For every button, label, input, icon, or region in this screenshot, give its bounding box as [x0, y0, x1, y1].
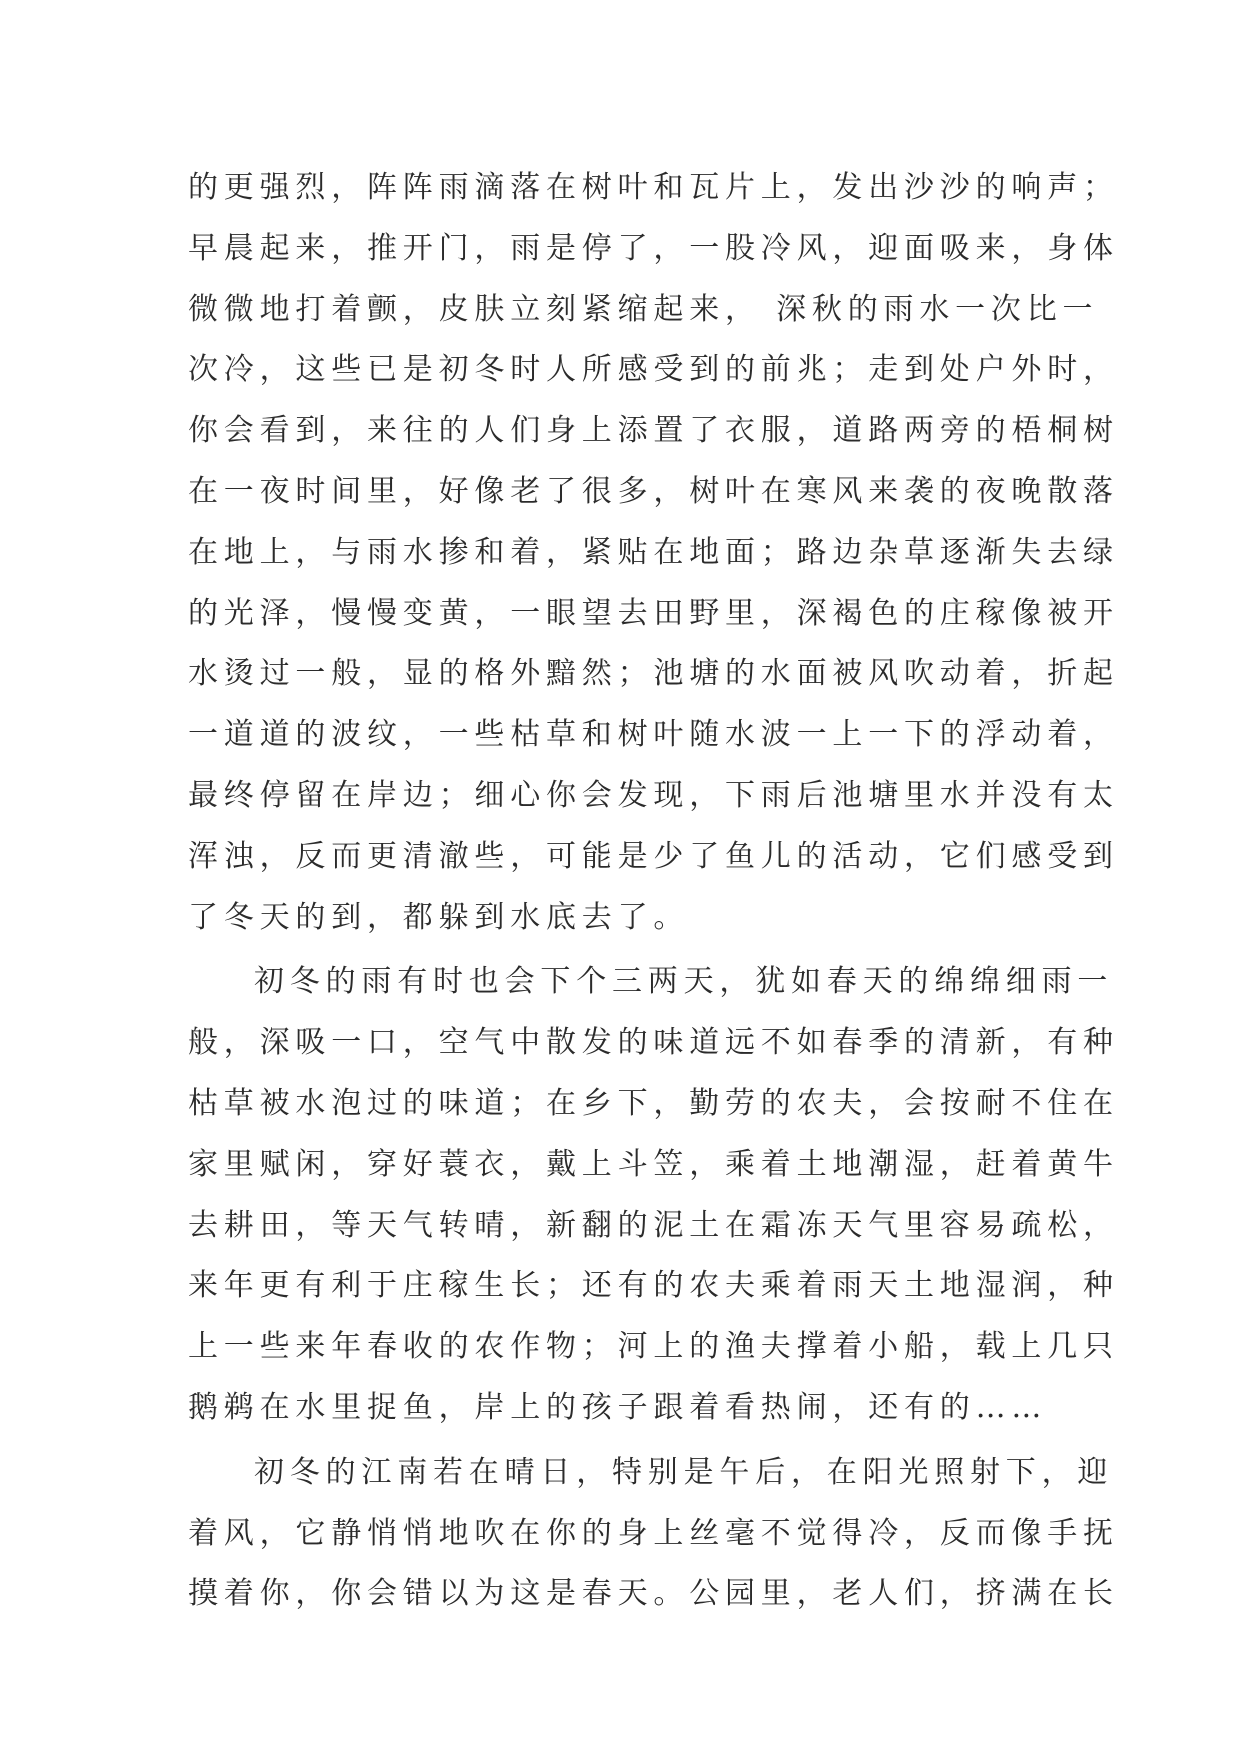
- paragraph-1: [188, 158, 1119, 948]
- text-line: 浑浊，反而更清澈些，可能是少了鱼儿的活动，它们感受到: [188, 838, 1119, 874]
- text-line: 着风，它静悄悄地吹在你的身上丝毫不觉得冷，反而像手抚: [188, 1515, 1119, 1551]
- text-line: 的光泽，慢慢变黄，一眼望去田野里，深褐色的庄稼像被开: [188, 595, 1119, 631]
- text-line: 早晨起来，推开门，雨是停了，一股冷风，迎面吸来，身体: [188, 230, 1119, 266]
- text-line: 次冷，这些已是初冬时人所感受到的前兆；走到处户外时，: [188, 352, 1119, 388]
- text-line: 在地上，与雨水掺和着，紧贴在地面；路边杂草逐渐失去绿: [188, 534, 1119, 570]
- paragraph-3: [188, 1443, 1119, 1625]
- text-line: 的更强烈，阵阵雨滴落在树叶和瓦片上，发出沙沙的响声；: [188, 170, 1119, 205]
- text-line: 一道道的波纹，一些枯草和树叶随水波一上一下的浮动着，: [188, 717, 1119, 753]
- text-line: 初冬的雨有时也会下个三两天，犹如春天的绵绵细雨一: [254, 964, 1114, 1000]
- text-line: 家里赋闲，穿好蓑衣，戴上斗笠，乘着土地潮湿，赶着黄牛: [188, 1146, 1119, 1182]
- text-line: 微微地打着颤，皮肤立刻紧缩起来， 深秋的雨水一次比一: [188, 291, 1099, 327]
- text-line: 来年更有利于庄稼生长；还有的农夫乘着雨天土地湿润，种: [188, 1268, 1119, 1304]
- text-line: 了冬天的到，都躲到水底去了。: [188, 899, 690, 935]
- text-line: 枯草被水泡过的味道；在乡下，勤劳的农夫，会按耐不住在: [188, 1085, 1119, 1121]
- text-line: 水烫过一般，显的格外黯然；池塘的水面被风吹动着，折起: [188, 656, 1119, 692]
- text-line: 去耕田，等天气转晴，新翻的泥土在霜冻天气里容易疏松，: [188, 1207, 1119, 1243]
- text-line: 摸着你，你会错以为这是春天。公园里，老人们，挤满在长: [188, 1576, 1119, 1612]
- text-line: 最终停留在岸边；细心你会发现，下雨后池塘里水并没有太: [188, 777, 1119, 813]
- body-text: [188, 158, 1119, 1625]
- text-line: 初冬的江南若在晴日，特别是午后，在阳光照射下，迎: [254, 1454, 1114, 1490]
- paragraph-2: [188, 952, 1119, 1438]
- text-line: 你会看到，来往的人们身上添置了衣服，道路两旁的梧桐树: [188, 413, 1119, 449]
- text-line: 在一夜时间里，好像老了很多，树叶在寒风来袭的夜晚散落: [188, 473, 1119, 509]
- text-line: 上一些来年春收的农作物；河上的渔夫撑着小船，载上几只: [188, 1329, 1119, 1365]
- text-line: 鹅鹈在水里捉鱼，岸上的孩子跟着看热闹，还有的……: [188, 1389, 1048, 1425]
- text-line: 般，深吸一口，空气中散发的味道远不如春季的清新，有种: [188, 1025, 1119, 1061]
